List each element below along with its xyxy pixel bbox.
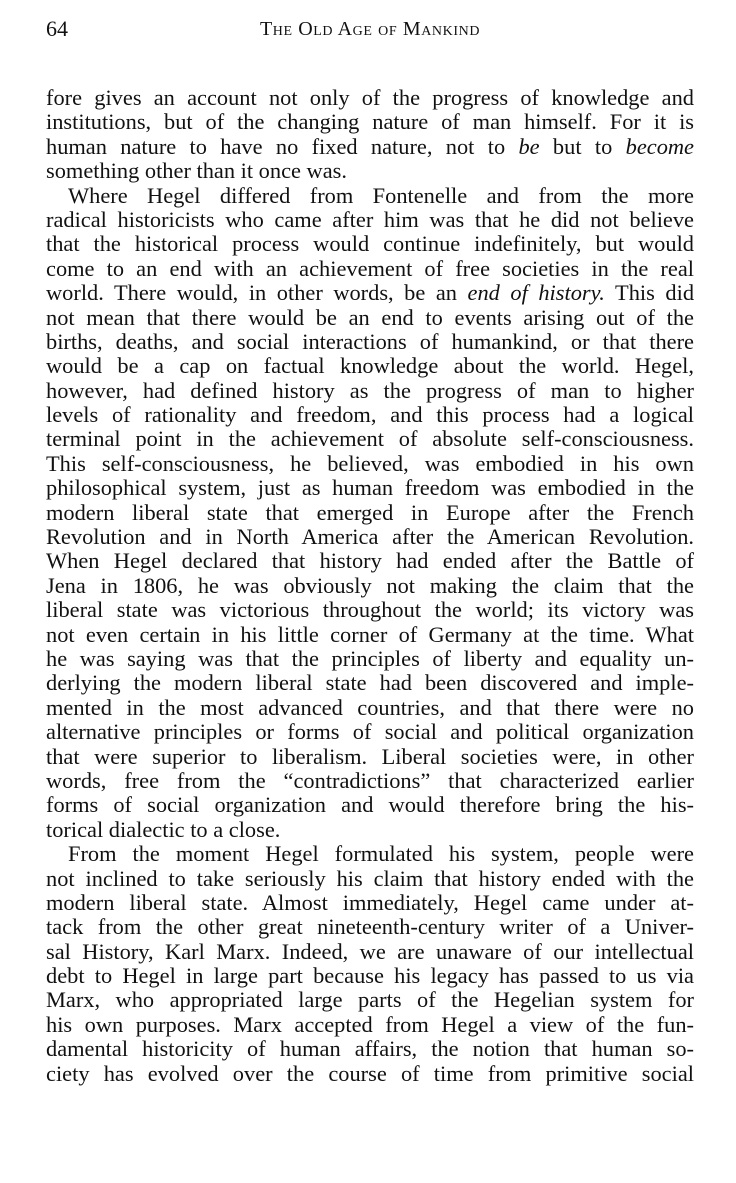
- text-line: terminal point in the achievement of absolute self-consciousness.: [46, 426, 694, 452]
- text-line: not even certain in his little corner of Germany at the time. What: [46, 621, 694, 647]
- text-line: that the historical process would continue indefinitely, but would: [46, 231, 694, 257]
- text-segment: but to: [539, 133, 626, 159]
- text-line: he was saying was that the principles of liberty and equality un-: [46, 645, 694, 671]
- text-line: alternative principles or forms of social and political organization: [46, 719, 694, 745]
- text-line: Jena in 1806, he was obviously not making the claim that the: [46, 572, 694, 598]
- text-segment: human nature to have no fixed nature, not to: [46, 133, 519, 159]
- italic-phrase: be: [518, 133, 540, 159]
- text-line: liberal state was victorious throughout the world; its victory was: [46, 597, 694, 623]
- text-line: When Hegel declared that history had ended after the Battle of: [46, 548, 694, 574]
- italic-phrase: become: [625, 133, 694, 159]
- text-line: Where Hegel differed from Fontenelle and from the more: [68, 182, 694, 208]
- text-line: mented in the most advanced countries, and that there were no: [46, 694, 694, 720]
- text-line: forms of social organization and would therefore bring the his-: [46, 792, 694, 818]
- running-head: [46, 14, 694, 44]
- text-line: philosophical system, just as human freedom was embodied in the: [46, 475, 694, 501]
- text-line: levels of rationality and freedom, and this process had a logical: [46, 402, 694, 428]
- text-line: [46, 281, 694, 305]
- text-segment: world. There would, in other words, be an: [46, 280, 468, 306]
- text-line: tack from the other great nineteenth-century writer of a Univer-: [46, 914, 694, 940]
- text-line: his own purposes. Marx accepted from Hegel a view of the fun-: [46, 1011, 694, 1037]
- text-line: This self-consciousness, he believed, was embodied in his own: [46, 450, 694, 476]
- text-line: however, had defined history as the progress of man to higher: [46, 377, 694, 403]
- text-line: modern liberal state that emerged in Europe after the French: [46, 499, 694, 525]
- text-line: damental historicity of human affairs, the notion that human so-: [46, 1036, 694, 1062]
- text-line: not mean that there would be an end to events arising out of the: [46, 304, 694, 330]
- text-line: From the moment Hegel formulated his system, people were: [68, 841, 694, 867]
- text-line: sal History, Karl Marx. Indeed, we are unaware of our intellectual: [46, 938, 694, 964]
- text-segment: This did: [604, 280, 695, 306]
- text-line: words, free from the “contradictions” that characterized earlier: [46, 767, 694, 793]
- text-line: births, deaths, and social interactions of humankind, or that there: [46, 328, 694, 354]
- text-line: [46, 135, 694, 159]
- text-line: derlying the modern liberal state had been discovered and imple-: [46, 670, 694, 696]
- running-title: The Old Age of Mankind: [259, 18, 481, 40]
- page-number: 64: [46, 16, 68, 41]
- body-text: [46, 86, 694, 1086]
- text-line: Marx, who appropriated large parts of the Hegelian system for: [46, 987, 694, 1013]
- italic-phrase: end of history.: [467, 280, 605, 306]
- text-line: fore gives an account not only of the progress of knowledge and: [46, 85, 694, 110]
- text-line: radical historicists who came after him was that he did not believe: [46, 206, 694, 232]
- text-line: not inclined to take seriously his claim that history ended with the: [46, 865, 694, 891]
- text-line: torical dialectic to a close.: [46, 816, 281, 842]
- text-line: institutions, but of the changing nature of man himself. For it is: [46, 109, 694, 135]
- text-line: would be a cap on factual knowledge about the world. Hegel,: [46, 353, 694, 379]
- text-line: come to an end with an achievement of free societies in the real: [46, 255, 694, 281]
- text-line: that were superior to liberalism. Liberal societies were, in other: [46, 743, 694, 769]
- text-line: debt to Hegel in large part because his legacy has passed to us via: [46, 963, 694, 989]
- text-line: ciety has evolved over the course of time from primitive social: [46, 1060, 694, 1086]
- text-line: something other than it once was.: [46, 158, 347, 184]
- text-line: modern liberal state. Almost immediately, Hegel came under at-: [46, 889, 694, 915]
- text-line: Revolution and in North America after the American Revolution.: [46, 524, 694, 550]
